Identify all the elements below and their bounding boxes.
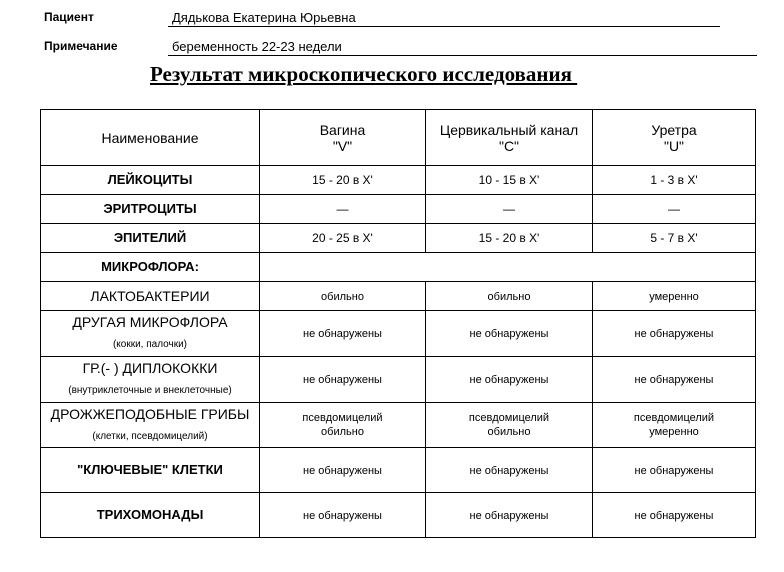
- cell-value: не обнаружены: [469, 464, 549, 477]
- cell-value-line2: обильно: [487, 426, 531, 438]
- table-row: [41, 448, 756, 493]
- header-vagina-code: "V": [332, 137, 353, 154]
- cell-value: не обнаружены: [634, 464, 714, 477]
- cell-value: 20 - 25 в Х': [312, 231, 373, 245]
- row-name: "КЛЮЧЕВЫЕ" КЛЕТКИ: [77, 462, 223, 477]
- row-name: ТРИХОМОНАДЫ: [96, 507, 204, 522]
- row-subname: (внутриклеточные и внеклеточные): [68, 385, 232, 396]
- table-row: [41, 166, 756, 195]
- cell-value-line1: псевдомицелий: [468, 412, 550, 424]
- cell-value-line2: умеренно: [649, 426, 699, 438]
- cell-value: —: [336, 202, 349, 216]
- row-name: МИКРОФЛОРА:: [101, 259, 199, 274]
- table-row: [41, 253, 756, 282]
- header-vagina-cell: [260, 110, 426, 166]
- cell-value: 5 - 7 в Х': [650, 231, 698, 245]
- header-name-cell: [41, 110, 260, 166]
- cell-value: не обнаружены: [469, 328, 549, 340]
- row-name: ЛЕЙКОЦИТЫ: [107, 172, 193, 187]
- table-row: [41, 195, 756, 224]
- table-row: [41, 311, 756, 357]
- header-cervical-cell: [426, 110, 593, 166]
- header-cervical-code: "C": [498, 137, 520, 154]
- cell-value: —: [503, 202, 515, 216]
- note-label: Примечание: [44, 39, 118, 53]
- cell-value: обильно: [487, 290, 531, 303]
- row-name: ЭРИТРОЦИТЫ: [103, 201, 197, 216]
- patient-name: Дядькова Екатерина Юрьевна: [172, 10, 356, 25]
- row-subname: (кокки, палочки): [112, 339, 188, 350]
- header-urethra-code: "U": [663, 137, 685, 154]
- cell-value: не обнаружены: [634, 328, 714, 340]
- note-underline: [168, 55, 757, 56]
- cell-value: не обнаружены: [303, 464, 382, 477]
- cell-value: не обнаружены: [303, 509, 382, 522]
- header-vagina-title: Вагина: [319, 121, 366, 138]
- cell-value: умеренно: [649, 290, 699, 303]
- page-title: Результат микроскопического исследования: [150, 62, 578, 86]
- patient-label: Пациент: [44, 10, 94, 24]
- cell-value: 1 - 3 в Х': [650, 173, 698, 187]
- table-header-row: [41, 110, 756, 166]
- row-subname: (клетки, псевдомицелий): [92, 430, 208, 442]
- cell-value: 10 - 15 в Х': [478, 173, 540, 187]
- row-name: ГР.(- ) ДИПЛОКОККИ: [82, 360, 218, 376]
- cell-value: не обнаружены: [634, 374, 714, 386]
- cell-value: 15 - 20 в Х': [312, 173, 373, 187]
- header-urethra-title: Уретра: [651, 121, 697, 138]
- patient-underline: [168, 26, 720, 27]
- table-row: [41, 357, 756, 403]
- row-name: ЛАКТОБАКТЕРИИ: [90, 287, 210, 304]
- microflora-empty-cell: [260, 253, 756, 282]
- cell-value: —: [668, 202, 680, 216]
- cell-value: обильно: [321, 290, 364, 303]
- row-name: ДРУГАЯ МИКРОФЛОРА: [72, 314, 228, 330]
- row-name: ДРОЖЖЕПОДОБНЫЕ ГРИБЫ: [50, 405, 250, 422]
- header-name: Наименование: [101, 129, 199, 146]
- table-row: [41, 403, 756, 448]
- cell-value: не обнаружены: [469, 509, 549, 522]
- note-value: беременность 22-23 недели: [172, 39, 342, 54]
- table-row: [41, 282, 756, 311]
- table-row: [41, 493, 756, 538]
- cell-value-line1: псевдомицелий: [302, 412, 383, 424]
- table-row: [41, 224, 756, 253]
- cell-value: не обнаружены: [303, 374, 382, 386]
- cell-value: не обнаружены: [469, 374, 549, 386]
- results-table: [40, 109, 756, 538]
- header-cervical-title: Цервикальный канал: [439, 121, 579, 138]
- cell-value: не обнаружены: [634, 509, 714, 522]
- cell-value: 15 - 20 в Х': [478, 231, 540, 245]
- header-urethra-cell: [593, 110, 756, 166]
- row-name: ЭПИТЕЛИЙ: [113, 230, 187, 245]
- cell-value: не обнаружены: [303, 328, 382, 340]
- cell-value-line2: обильно: [321, 426, 364, 438]
- cell-value-line1: псевдомицелий: [633, 412, 715, 424]
